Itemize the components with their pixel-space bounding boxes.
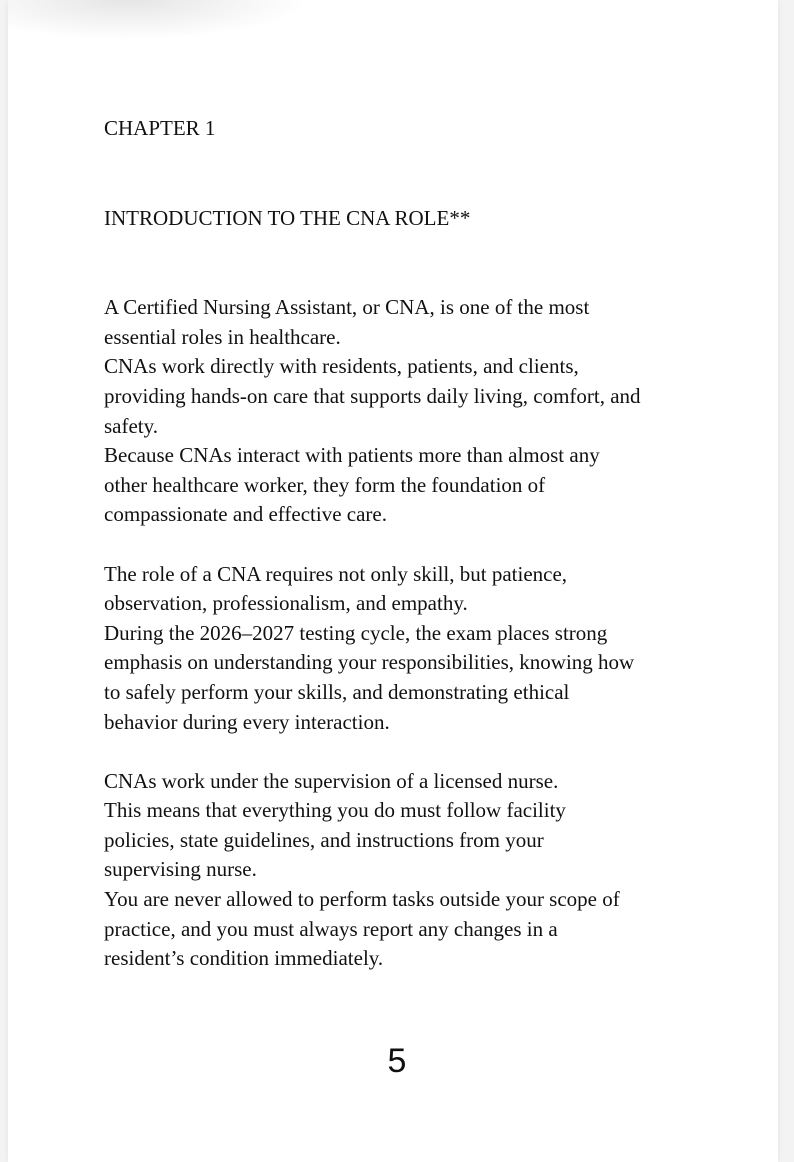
text-line: compassionate and effective care. (104, 502, 387, 527)
scan-shadow (8, 0, 308, 40)
text-line: This means that everything you do must follow facility (104, 798, 566, 823)
text-line: supervising nurse. (104, 857, 257, 882)
text-line: The role of a CNA requires not only skill, but patience, (104, 561, 568, 586)
chapter-title: INTRODUCTION TO THE CNA ROLE** (104, 205, 471, 230)
paragraph-3 (104, 767, 684, 974)
text-line: essential roles in healthcare. (104, 324, 341, 349)
text-line: providing hands-on care that supports daily living, comfort, and (104, 383, 641, 408)
page-number: 5 (387, 1042, 407, 1080)
text-line: A Certified Nursing Assistant, or CNA, is one of the most (104, 295, 590, 320)
text-line: behavior during every interaction. (104, 709, 390, 734)
paragraph-2 (104, 560, 684, 738)
text-line: observation, professionalism, and empathy. (104, 591, 468, 616)
text-line: During the 2026–2027 testing cycle, the exam places strong (104, 620, 608, 645)
text-line: CNAs work directly with residents, patients, and clients, (104, 354, 579, 379)
text-line: to safely perform your skills, and demonstrating ethical (104, 679, 570, 704)
text-line: policies, state guidelines, and instructions from your (104, 827, 544, 852)
text-line: safety. (104, 413, 159, 438)
text-line: practice, and you must always report any changes in a (104, 916, 558, 941)
text-line: You are never allowed to perform tasks outside your scope of (104, 887, 620, 912)
chapter-label: CHAPTER 1 (104, 116, 216, 140)
text-line: other healthcare worker, they form the foundation of (104, 472, 546, 497)
text-line: Because CNAs interact with patients more than almost any (104, 443, 600, 468)
page-content (104, 114, 684, 974)
text-line: emphasis on understanding your responsibilities, knowing how (104, 650, 635, 675)
paragraph-1 (104, 293, 684, 530)
text-line: CNAs work under the supervision of a licensed nurse. (104, 768, 559, 793)
text-line: resident’s condition immediately. (104, 946, 384, 971)
